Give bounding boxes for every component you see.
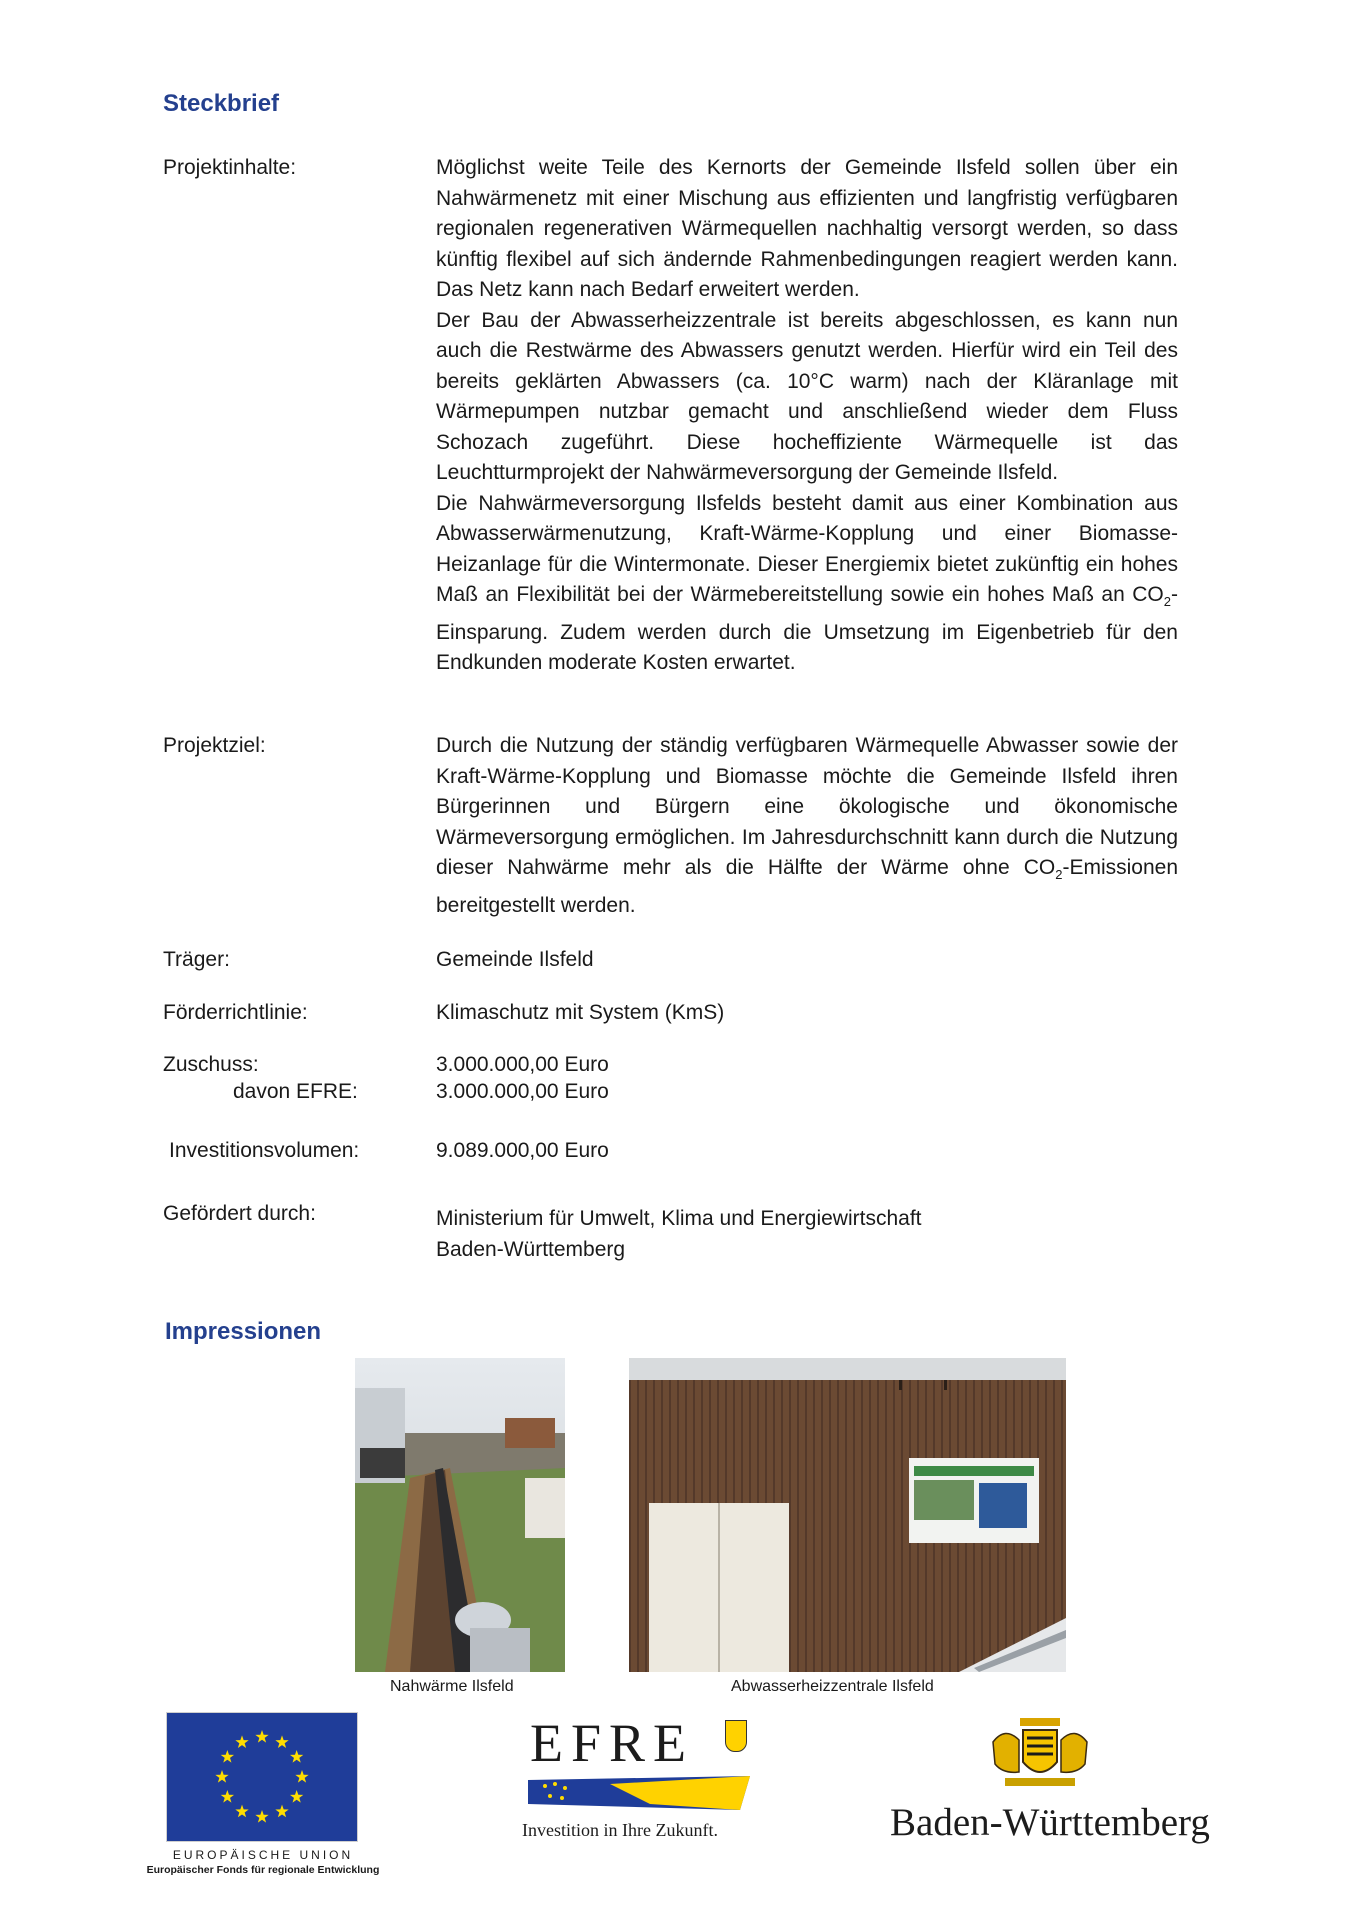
value-funded-by-line1: Ministerium für Umwelt, Klima und Energiewirtschaft: [436, 1207, 922, 1230]
label-grant: Zuschuss:: [163, 1053, 259, 1076]
label-funding-guideline: Förderrichtlinie:: [163, 1001, 308, 1024]
label-grant-efre: davon EFRE:: [233, 1080, 358, 1103]
section-heading-steckbrief: Steckbrief: [163, 90, 280, 117]
bw-title: Baden-Württemberg: [890, 1801, 1210, 1844]
photo-district-heating-pipe: [355, 1358, 565, 1672]
value-grant-efre: 3.000.000,00 Euro: [436, 1080, 609, 1103]
paragraph-2: Der Bau der Abwasserheizzentrale ist bereits abgeschlossen, es kann nun auch die Restwärme des Abwassers genutzt werden. Hierfür wird ein Teil des bereits geklärten Abwassers (ca. 10°C warm) nach der Kläranlage mit Wärmepumpen nutzbar gemacht und anschließend wieder dem Fluss Schozach zugeführt. Diese hocheffiziente Wärmequelle ist das Leuchtturmprojekt der Nahwärmeversorgung der Gemeinde Ilsfeld.: [436, 308, 1178, 484]
coat-of-arms-icon: [985, 1712, 1095, 1790]
eu-star-icon: [235, 1735, 248, 1748]
eu-title: EUROPÄISCHE UNION: [172, 1848, 354, 1862]
efre-swoosh-icon: [520, 1774, 760, 1814]
eu-star-icon: [290, 1750, 303, 1763]
eu-star-icon: [255, 1810, 268, 1823]
eu-star-icon: [235, 1805, 248, 1818]
label-project-contents: Projektinhalte:: [163, 156, 297, 179]
eu-star-icon: [221, 1790, 234, 1803]
label-investment: Investitionsvolumen:: [169, 1139, 360, 1162]
label-project-goal: Projektziel:: [163, 734, 266, 757]
value-project-goal: Durch die Nutzung der ständig verfügbaren Wärmequelle Abwasser sowie der Kraft-Wärme-Kopplung und Biomasse möchte die Gemeinde Ilsfeld ihren Bürgerinnen und Bürgern eine ökologische und ökonomische Wärmeversorgung ermöglichen. Im Jahresdurchschnitt kann durch die Nutzung dieser Nahwärme mehr als die Hälfte der Wärme ohne $CO_2$-Emissionen bereitgestellt werden.: [436, 734, 1178, 917]
caption-photo-2: Abwasserheizzentrale Ilsfeld: [731, 1678, 934, 1695]
eu-star-icon: [221, 1750, 234, 1763]
caption-photo-1: Nahwärme Ilsfeld: [390, 1678, 514, 1695]
photo-wastewater-heating-plant: [629, 1358, 1066, 1672]
efre-title: EFRE: [530, 1713, 695, 1773]
section-heading-impressionen: Impressionen: [165, 1318, 322, 1345]
bw-logo: [890, 1712, 1220, 1852]
eu-subtitle: Europäischer Fonds für regionale Entwicklung: [146, 1864, 380, 1876]
value-grant: 3.000.000,00 Euro: [436, 1053, 609, 1076]
value-funded-by-line2: Baden-Württemberg: [436, 1238, 626, 1261]
eu-star-icon: [290, 1790, 303, 1803]
efre-tagline: Investition in Ihre Zukunft.: [522, 1820, 718, 1840]
paragraph-3: Die Nahwärmeversorgung Ilsfelds besteht damit aus einer Kombination aus Abwasserwärmenutzung, Kraft-Wärme-Kopplung und einer Biomasse-Heizanlage für die Wintermonate. Dieser Energiemix bietet zukünftig ein hohes Maß an Flexibilität bei der Wärmebereitstellung sowie ein hohes Maß an $CO_2$-Einsparung. Zudem werden durch die Umsetzung im Eigenbetrieb für den Endkunden moderate Kosten erwartet.: [436, 491, 1178, 675]
label-funded-by: Gefördert durch:: [163, 1202, 316, 1225]
value-funding-guideline: Klimaschutz mit System (KmS): [436, 1001, 725, 1024]
label-sponsor: Träger:: [163, 948, 230, 971]
coat-of-arms-small-icon: [725, 1720, 747, 1752]
value-sponsor: Gemeinde Ilsfeld: [436, 948, 594, 971]
eu-star-icon: [255, 1730, 268, 1743]
paragraph-1: Möglichst weite Teile des Kernorts der Gemeinde Ilsfeld sollen über ein Nahwärmenetz mit einer Mischung aus effizienten und langfristig verfügbaren regionalen regenerativen Wärmequellen nachhaltig versorgt werden, so dass künftig flexibel auf sich ändernde Rahmenbedingungen reagiert werden kann. Das Netz kann nach Bedarf erweitert werden.: [436, 156, 1178, 301]
eu-star-icon: [275, 1805, 288, 1818]
eu-flag-icon: [166, 1712, 358, 1842]
value-investment: 9.089.000,00 Euro: [436, 1139, 609, 1162]
eu-logo: [146, 1712, 403, 1882]
efre-logo: [520, 1712, 760, 1840]
value-project-contents: [436, 153, 1178, 679]
eu-star-icon: [215, 1770, 228, 1783]
eu-star-icon: [295, 1770, 308, 1783]
eu-star-icon: [275, 1735, 288, 1748]
